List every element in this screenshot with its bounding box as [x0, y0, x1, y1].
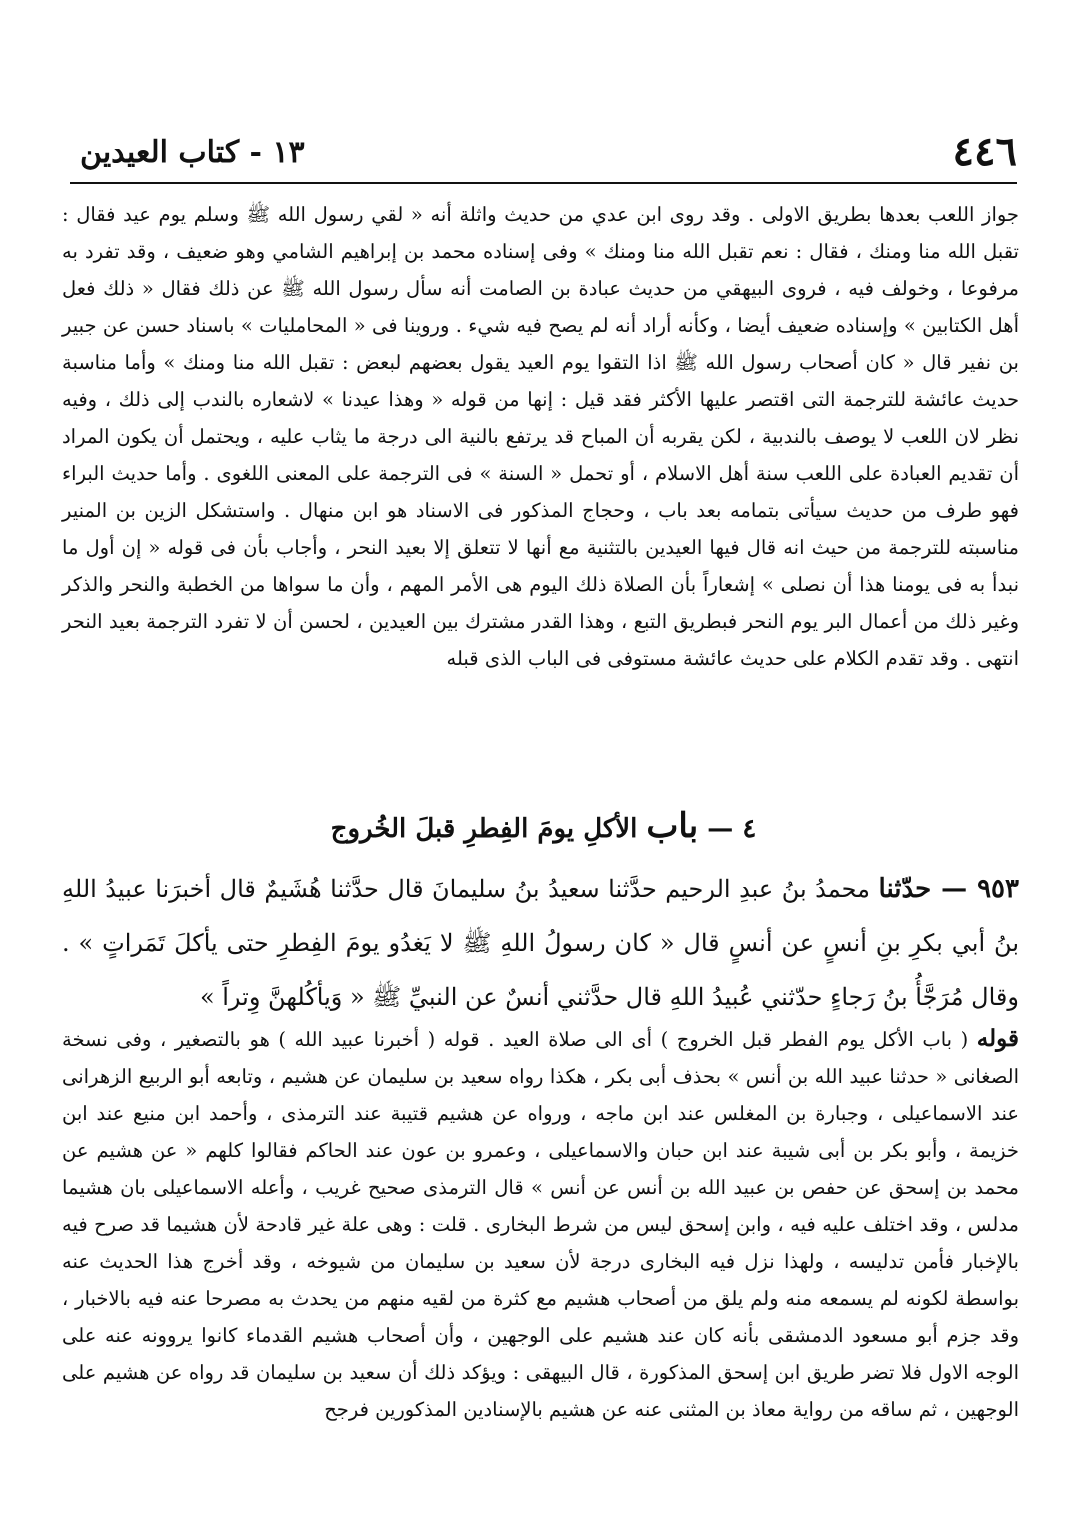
hadith-text: محمدُ بنُ عبدِ الرحيم حدَّثنا سعيدُ بنُ سليمانَ قال حدَّثنا هُشَيمٌ قال أخبرَنا عبيدُ اللهِ بنُ أبي بكرِ بنِ أنسٍ عن أنسٍ قال « كان رسولُ اللهِ ﷺ لا يَغدُو يومَ الفِطرِ حتى يأكلَ تَمَراتٍ » . وقال مُرَجَّأُ بنُ رَجاءٍ حدّثني عُبيدُ اللهِ قال حدَّثني أنسٌ عن النبيِّ ﷺ « وَيأكُلهنَّ وِتراً »	[62, 875, 1019, 1011]
page-header	[60, 128, 1017, 176]
commentary-paragraph-top: جواز اللعب بعدها بطريق الاولى . وقد روى ابن عدي من حديث واثلة أنه « لقي رسول الله ﷺ وسلم يوم عيد فقال : تقبل الله منا ومنك ، فقال : نعم تقبل الله منا ومنك » وفى إسناده محمد بن إبراهيم الشامي وهو ضعيف ، وقد تفرد به مرفوعا ، وخولف فيه ، فروى البيهقي من حديث عبادة بن الصامت أنه سأل رسول الله ﷺ عن ذلك فقال « ذلك فعل أهل الكتابين » وإسناده ضعيف أيضا ، وكأنه أراد أنه لم يصح فيه شيء . وروينا فى « المحامليات » باسناد حسن عن جبير بن نفير قال « كان أصحاب رسول الله ﷺ اذا التقوا يوم العيد يقول بعضهم لبعض : تقبل الله منا ومنك » وأما مناسبة حديث عائشة للترجمة التى اقتصر عليها الأكثر فقد قيل : إنها من قوله « وهذا عيدنا » لاشعاره بالندب إلى ذلك ، وفيه نظر لان اللعب لا يوصف بالندبية ، لكن يقربه أن المباح قد يرتفع بالنية الى درجة ما يثاب عليه ، ويحتمل أن يكون المراد أن تقديم العبادة على اللعب سنة أهل الاسلام ، أو تحمل « السنة » فى الترجمة على المعنى اللغوى . وأما حديث البراء فهو طرف من حديث سيأتى بتمامه بعد باب ، وحجاج المذكور فى الاسناد هو ابن منهال . واستشكل الزين بن المنير مناسبته للترجمة من حيث انه قال فيها العيدين بالتثنية مع أنها لا تتعلق إلا بعيد النحر ، وأجاب بأن فى قوله « إن أول ما نبدأ به فى يومنا هذا أن نصلى » إشعاراً بأن الصلاة ذلك اليوم هى الأمر المهم ، وأن ما سواها من الخطبة والنحر والذكر وغير ذلك من أعمال البر يوم النحر فبطريق التبع ، وهذا القدر مشترك بين العيدين ، لحسن أن لا تفرد الترجمة بعيد النحر انتهى . وقد تقدم الكلام على حديث عائشة مستوفى فى الباب الذى قبله	[62, 203, 1019, 670]
commentary-bottom-text: ( باب الأكل يوم الفطر قبل الخروج ) أى الى صلاة العيد . قوله ( أخبرنا عبيد الله ) هو بالتصغير ، وفى نسخة الصغانى « حدثنا عبيد الله بن أنس » بحذف أبى بكر ، هكذا رواه سعيد بن سليمان عن هشيم ، وتابعه أبو الربيع الزهرانى عند الاسماعيلى ، وجبارة بن المغلس عند ابن ماجه ، ورواه عن هشيم قتيبة عند الترمذى ، وأحمد ابن منيع عند ابن خزيمة ، وأبو بكر بن أبى شيبة عند ابن حبان والاسماعيلى ، وعمرو بن عون عند الحاكم فقالوا كلهم « عن هشيم عن محمد بن إسحق عن حفص بن عبيد الله بن أنس عن أنس » قال الترمذى صحيح غريب ، وأعله الاسماعيلى بان هشيما مدلس ، وقد اختلف عليه فيه ، وابن إسحق ليس من شرط البخارى . قلت : وهى علة غير قادحة لأن هشيما قد صرح فيه بالإخبار فأمن تدليسه ، ولهذا نزل فيه البخارى درجة لأن سعيد بن سليمان من شيوخه ، وقد أخرج هذا الحديث عنه بواسطة لكونه لم يسمعه منه ولم يلق من أصحاب هشيم مع كثرة من لقيه منهم من يحدث به مصرحا عنه فيه بالاخبار ، وقد جزم أبو مسعود الدمشقى بأنه كان عند هشيم على الوجهين ، وأن أصحاب هشيم القدماء كانوا يروونه عنه على الوجه الاول فلا تضر طريق ابن إسحق المذكورة ، قال البيهقى : ويؤكد ذلك أن سعيد بن سليمان قد رواه عن هشيم على الوجهين ، ثم ساقه من رواية معاذ بن المثنى عنه عن هشيم بالإسنادين المذكورين فرجح	[62, 1028, 1019, 1421]
hadith-number: ٩٥٣ — حدّثنا	[878, 874, 1019, 904]
page-number: ٤٤٦	[952, 128, 1017, 175]
chapter-number: ٤ —	[707, 814, 757, 844]
header-divider	[70, 182, 1017, 184]
running-title: ١٣ - كتاب العيدين	[80, 135, 305, 170]
commentary-paragraph-bottom	[62, 1020, 1019, 1428]
qawluhu-marker: قوله	[976, 1025, 1020, 1052]
chapter-title: الأكلِ يومَ الفِطرِ قبلَ الخُروج	[330, 814, 638, 844]
chapter-word-bab: باب	[646, 806, 699, 846]
chapter-heading	[0, 806, 1087, 849]
hadith-text-block	[62, 862, 1019, 1024]
